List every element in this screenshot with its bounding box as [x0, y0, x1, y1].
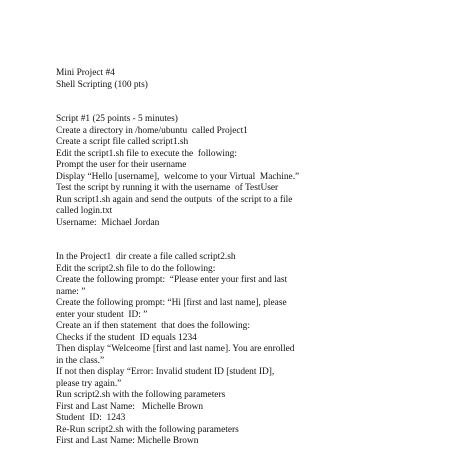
script2-line: First and Last Name: Michelle Brown: [56, 401, 204, 412]
spacer: [56, 229, 406, 252]
script2-line: Create an if then statement that does the following:: [56, 321, 250, 331]
script1-heading: Script #1 (25 points - 5 minutes): [56, 114, 178, 124]
script1-line: Prompt the user for their username: [56, 160, 187, 170]
script2-line: Create the following prompt: “Please enter your first and last: [56, 275, 288, 285]
script1-line: Test the script by running it with the username of TestUser: [56, 183, 279, 193]
script1-line: Create a directory in /home/ubuntu called Project1: [56, 125, 248, 136]
script2-line: Run script2.sh with the following parameters: [56, 390, 226, 400]
script2-line: Student ID: 1243: [56, 413, 126, 423]
script2-line: Create the following prompt: “Hi [first and last name], please: [56, 298, 287, 308]
script1-line: called login.txt: [56, 206, 113, 216]
document-body: [56, 68, 406, 448]
script2-line: If not then display “Error: Invalid student ID [student ID],: [56, 367, 275, 377]
script2-line: please try again.”: [56, 378, 122, 389]
script2-line: Then display “Welceome [first and last name]. You are enrolled: [56, 344, 295, 354]
script1-line: Create a script file called script1.sh: [56, 137, 189, 147]
script2-line: First and Last Name: Michelle Brown: [56, 436, 199, 446]
project-subtitle: Shell Scripting (100 pts): [56, 79, 148, 90]
script1-line: Run script1.sh again and send the outputs of the script to a file: [56, 194, 293, 205]
script2-line: enter your student ID: ”: [56, 309, 148, 320]
script2-line: name: ”: [56, 286, 86, 297]
script2-line: Re-Run script2.sh with the following parameters: [56, 424, 239, 435]
script2-line: Checks if the student ID equals 1234: [56, 332, 197, 343]
script1-line: Display “Hello [username], welcome to your Virtual Machine.”: [56, 171, 300, 182]
script1-line: Username: Michael Jordan: [56, 217, 160, 228]
script1-line: Edit the script1.sh file to execute the following:: [56, 148, 237, 159]
script2-line: Edit the script2.sh file to do the following:: [56, 263, 216, 274]
script2-line: In the Project1 dir create a file called script2.sh: [56, 252, 236, 262]
project-title: Mini Project #4: [56, 68, 115, 78]
script2-line: in the class.”: [56, 355, 105, 366]
spacer: [56, 91, 406, 114]
